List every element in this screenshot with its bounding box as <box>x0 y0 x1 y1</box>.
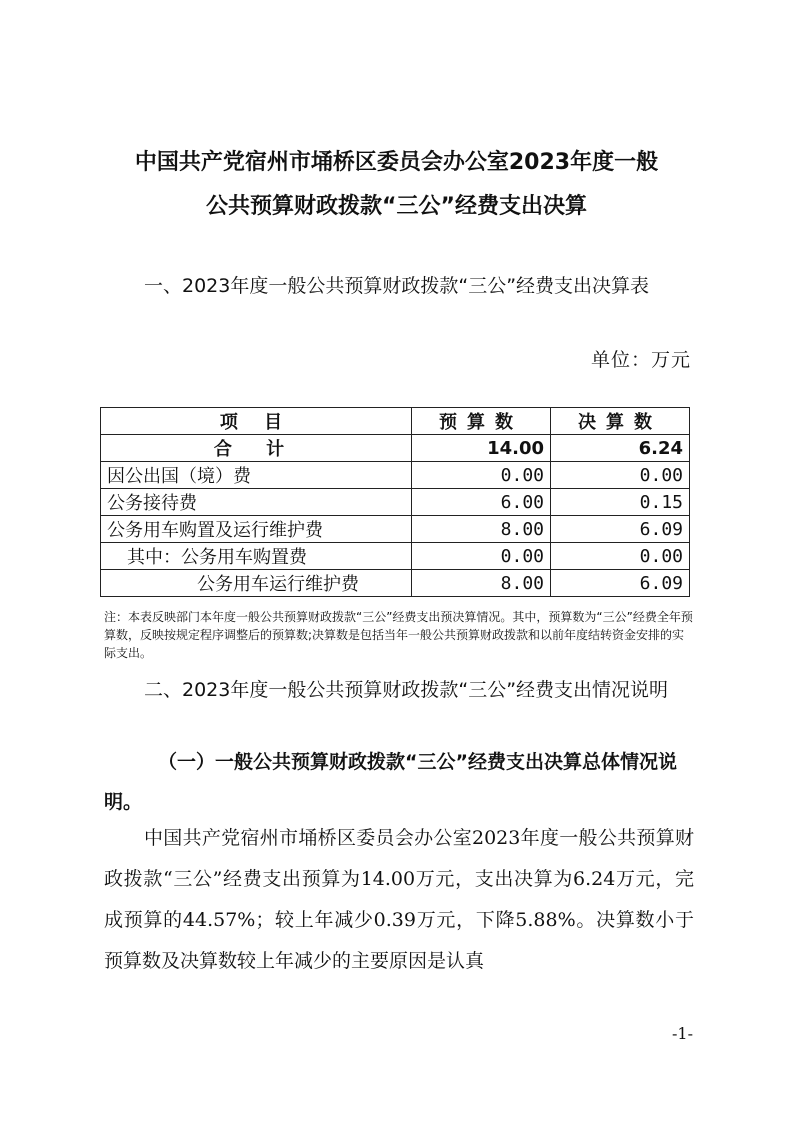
table-row <box>101 489 690 516</box>
row-label: 公务用车购置及运行维护费 <box>101 516 412 543</box>
row-actual: 0.00 <box>551 462 690 489</box>
table-row <box>101 516 690 543</box>
row-actual: 6.09 <box>551 516 690 543</box>
unit-label: 单位：万元 <box>590 349 691 371</box>
header-item: 项 目 <box>101 408 412 435</box>
table-total-row <box>101 435 690 462</box>
row-budget: 6.00 <box>412 489 551 516</box>
document-title-line2: 公共预算财政拨款“三公”经费支出决算 <box>206 194 587 219</box>
table-header-row <box>101 408 690 435</box>
header-budget: 预算数 <box>412 408 551 435</box>
row-actual: 6.09 <box>551 570 690 597</box>
body-paragraph: 中国共产党宿州市埇桥区委员会办公室2023年度一般公共预算财政拨款“三公”经费支出预算为14.00万元，支出决算为6.24万元，完成预算的44.57%；较上年减少0.39万元，下降5.88%。决算数小于预算数及决算数较上年减少的主要原因是认真 <box>104 827 694 972</box>
row-budget: 8.00 <box>412 570 551 597</box>
row-actual: 0.15 <box>551 489 690 516</box>
total-budget: 14.00 <box>412 435 551 462</box>
table-note: 注：本表反映部门本年度一般公共预算财政拨款“三公”经费支出预决算情况。其中，预算数为“三公”经费全年预算数，反映按规定程序调整后的预算数;决算数是包括当年一般公共预算财政拨款和以前年度结转资金安排的实际支出。 <box>104 610 693 660</box>
row-budget: 0.00 <box>412 462 551 489</box>
row-label: 公务接待费 <box>101 489 412 516</box>
table-row <box>101 462 690 489</box>
row-actual: 0.00 <box>551 543 690 570</box>
document-title-line1: 中国共产党宿州市埇桥区委员会办公室2023年度一般 <box>134 150 659 175</box>
table-row <box>101 570 690 597</box>
row-budget: 8.00 <box>412 516 551 543</box>
total-label: 合 计 <box>101 435 412 462</box>
section1-heading: 一、2023年度一般公共预算财政拨款“三公”经费支出决算表 <box>144 275 650 297</box>
header-actual: 决算数 <box>551 408 690 435</box>
section2-heading: 二、2023年度一般公共预算财政拨款“三公”经费支出情况说明 <box>144 679 669 701</box>
budget-table <box>100 407 690 597</box>
row-label: 其中：公务用车购置费 <box>101 543 412 570</box>
total-actual: 6.24 <box>551 435 690 462</box>
page-number: -1- <box>672 1024 693 1043</box>
table-row <box>101 543 690 570</box>
row-label: 因公出国（境）费 <box>101 462 412 489</box>
row-label: 公务用车运行维护费 <box>101 570 412 597</box>
row-budget: 0.00 <box>412 543 551 570</box>
subsection1-heading: （一）一般公共预算财政拨款“三公”经费支出决算总体情况说明。 <box>104 751 677 813</box>
